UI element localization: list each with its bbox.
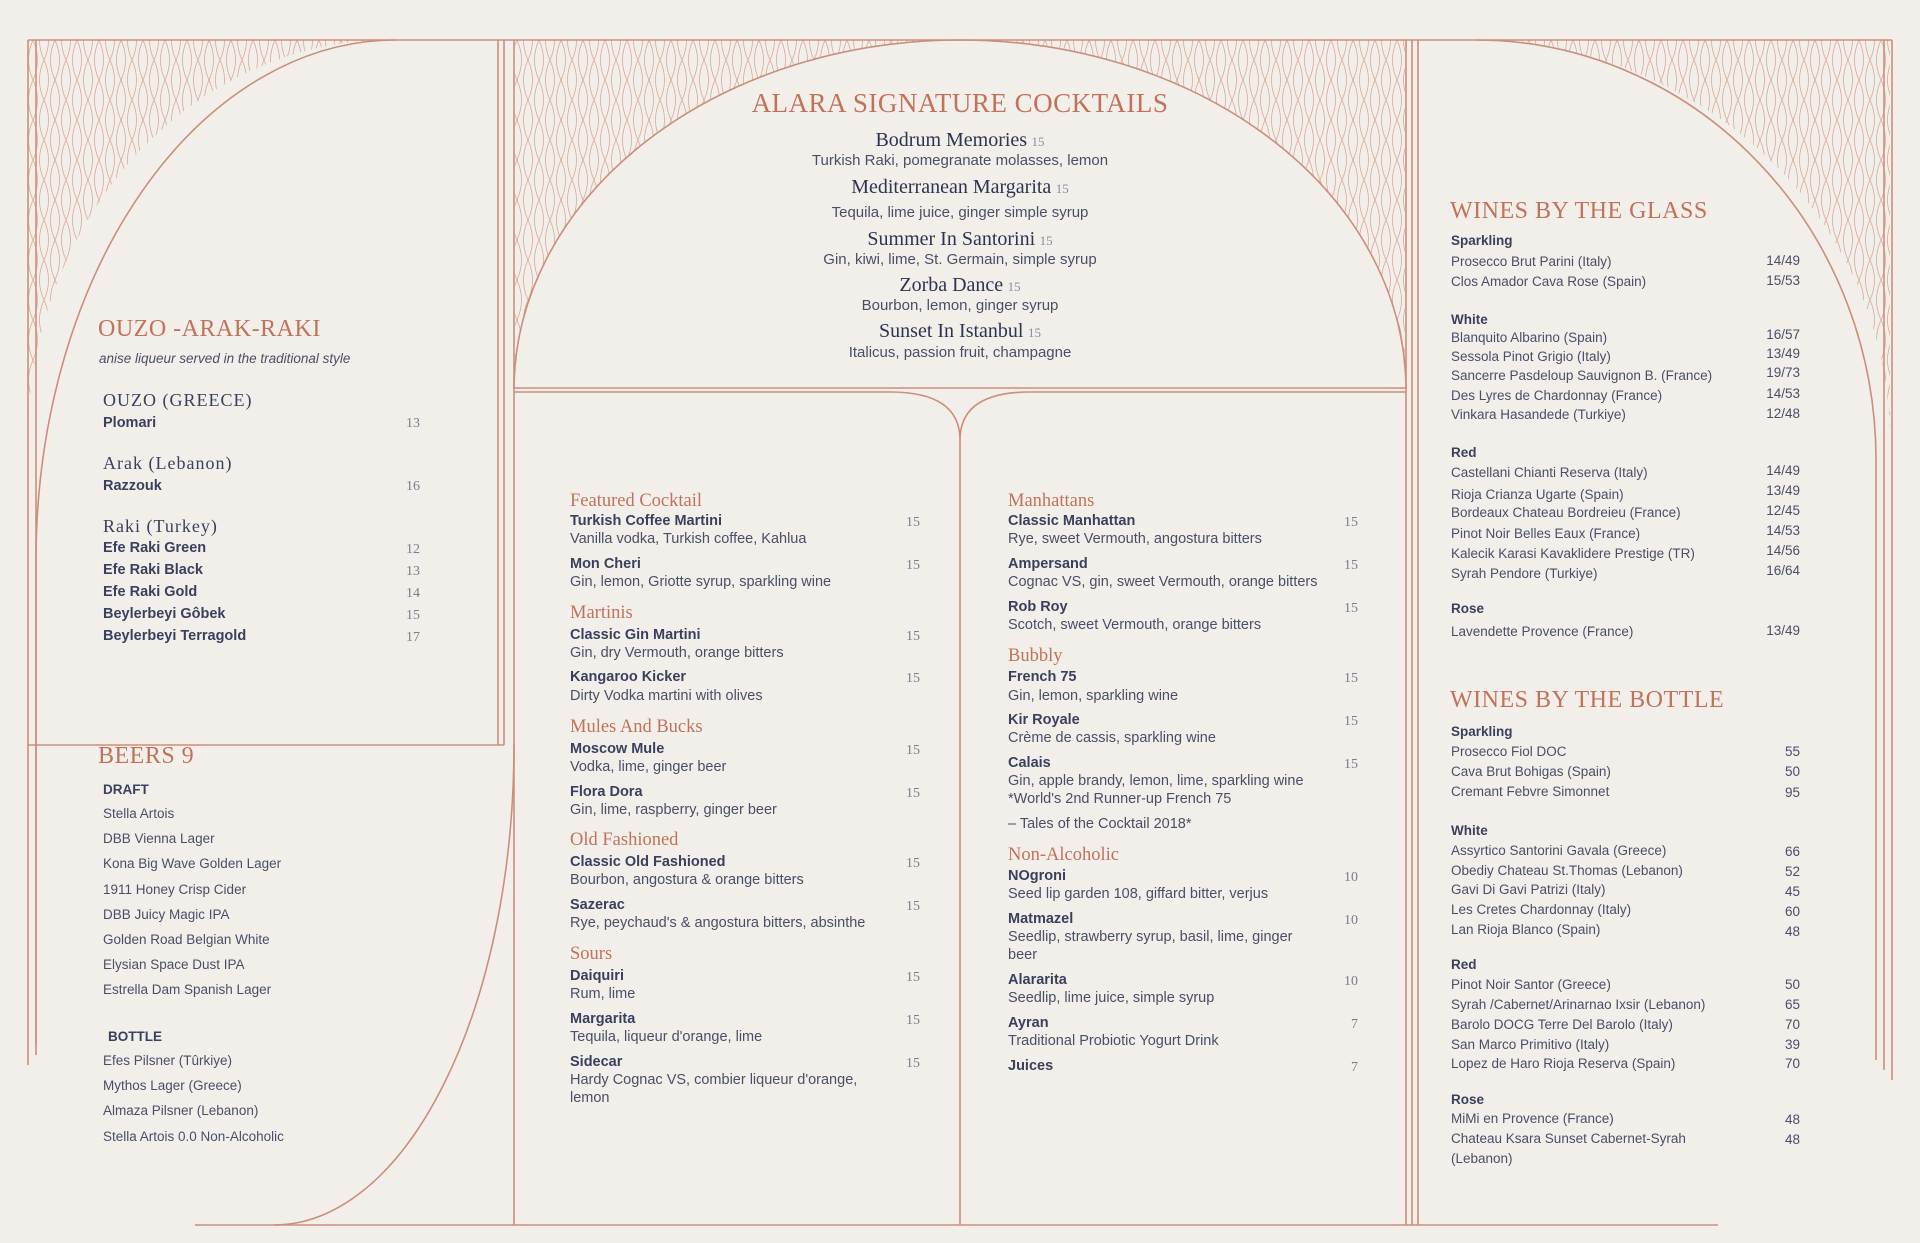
signature-item-desc: Gin, kiwi, lime, St. Germain, simple syrup — [823, 251, 1097, 268]
wines-bottle-title: WINES BY THE BOTTLE — [1450, 687, 1725, 713]
cocktail-price: 15 — [1344, 757, 1358, 772]
cocktail-name: Sidecar — [570, 1054, 623, 1070]
raki-group-heading: Raki (Turkey) — [103, 516, 218, 536]
beer-item: 1911 Honey Crisp Cider — [103, 881, 247, 897]
wine-name: Cava Brut Bohigas (Spain) — [1451, 764, 1611, 779]
raki-item-name: Efe Raki Black — [103, 562, 203, 578]
raki-item-name: Beylerbeyi Gôbek — [103, 606, 226, 622]
cocktail-price: 15 — [1344, 714, 1358, 729]
cocktail-desc: Rum, lime — [570, 986, 636, 1002]
cocktail-desc: Gin, dry Vermouth, orange bitters — [570, 645, 784, 661]
wine-price: 39 — [1784, 1037, 1800, 1052]
wine-name: MiMi en Provence (France) — [1451, 1111, 1614, 1126]
beers-bottle-list — [103, 1053, 284, 1154]
cocktail-name: Ayran — [1008, 1015, 1049, 1031]
cocktail-price: 15 — [906, 856, 920, 871]
cocktail-desc: Cognac VS, gin, sweet Vermouth, orange bitters — [1008, 574, 1318, 590]
wine-price: 45 — [1784, 884, 1800, 899]
wine-name: Lavendette Provence (France) — [1451, 624, 1634, 639]
cocktail-price: 15 — [906, 970, 920, 985]
wine-price: 55 — [1784, 744, 1800, 759]
cocktail-price: 10 — [1344, 870, 1358, 885]
wine-price: 19/73 — [1766, 365, 1800, 380]
wine-name: Clos Amador Cava Rose (Spain) — [1451, 274, 1647, 289]
beer-item: Mythos Lager (Greece) — [103, 1078, 242, 1094]
cocktail-desc: *World's 2nd Runner-up French 75 — [1008, 791, 1232, 807]
wine-name: Assyrtico Santorini Gavala (Greece) — [1451, 843, 1667, 858]
cocktail-price: 15 — [906, 899, 920, 914]
wine-group-label: Sparkling — [1451, 724, 1513, 739]
cocktail-price: 15 — [906, 1013, 920, 1028]
beer-item: Estrella Dam Spanish Lager — [103, 982, 272, 998]
wine-price: 60 — [1784, 904, 1800, 919]
beer-item: DBB Juicy Magic IPA — [103, 906, 230, 922]
raki-item-name: Efe Raki Green — [103, 540, 207, 556]
section-heading-bubbly: Bubbly — [1008, 646, 1063, 666]
wine-price: 14/49 — [1766, 463, 1800, 478]
wine-price: 13/49 — [1766, 483, 1800, 498]
arak-item-price: 16 — [406, 479, 420, 494]
wine-price: 50 — [1784, 977, 1800, 992]
cocktail-price: 15 — [1344, 671, 1358, 686]
signature-item-name: Summer In Santorini — [867, 228, 1036, 250]
wine-name: Castellani Chianti Reserva (Italy) — [1451, 465, 1648, 480]
signature-item-price: 15 — [1027, 325, 1041, 340]
cocktail-name: Turkish Coffee Martini — [570, 513, 722, 529]
wine-price: 12/45 — [1766, 503, 1800, 518]
signature-item — [560, 320, 1360, 343]
arak-group-heading: Arak (Lebanon) — [103, 453, 233, 473]
wine-name: Syrah Pendore (Turkiye) — [1451, 566, 1598, 581]
wine-price: 13/49 — [1766, 346, 1800, 361]
signature-item-name: Bodrum Memories — [875, 129, 1028, 151]
cocktail-price: 15 — [906, 1056, 920, 1071]
raki-item-price: 13 — [406, 564, 420, 579]
beer-item: Golden Road Belgian White — [103, 931, 270, 947]
cocktail-name: Flora Dora — [570, 784, 643, 800]
wine-name: (Lebanon) — [1451, 1151, 1513, 1166]
wine-name: Prosecco Brut Parini (Italy) — [1451, 254, 1612, 269]
wine-name: Les Cretes Chardonnay (Italy) — [1451, 902, 1632, 917]
signature-item — [560, 228, 1360, 251]
wine-price: 14/53 — [1766, 523, 1800, 538]
wine-price: 14/56 — [1766, 543, 1800, 558]
cocktail-desc: Scotch, sweet Vermouth, orange bitters — [1008, 617, 1262, 633]
cocktail-desc: Vodka, lime, ginger beer — [570, 759, 727, 775]
cocktail-name: Classic Manhattan — [1008, 513, 1136, 529]
wine-name: Pinot Noir Santor (Greece) — [1451, 977, 1611, 992]
section-heading-old-fashioned: Old Fashioned — [570, 830, 679, 850]
wine-group-label: Red — [1451, 957, 1477, 972]
cocktail-price: 10 — [1344, 913, 1358, 928]
wine-price: 16/57 — [1766, 327, 1800, 342]
wine-group-label: White — [1451, 823, 1488, 838]
raki-item-name: Beylerbeyi Terragold — [103, 628, 247, 644]
beers-draft-label: DRAFT — [103, 782, 149, 797]
section-heading-non-alcoholic: Non-Alcoholic — [1008, 845, 1119, 865]
ouzo-item-name: Plomari — [103, 415, 157, 431]
cocktail-desc: Rye, peychaud's & angostura bitters, absinthe — [570, 915, 866, 931]
wine-group-label: Rose — [1451, 1092, 1485, 1107]
signature-item — [560, 176, 1360, 199]
cocktail-price: 15 — [1344, 558, 1358, 573]
cocktail-name: Classic Old Fashioned — [570, 854, 726, 870]
cocktail-price: 15 — [1344, 601, 1358, 616]
wines-glass-title: WINES BY THE GLASS — [1450, 198, 1708, 224]
cocktail-desc: Traditional Probiotic Yogurt Drink — [1008, 1033, 1219, 1049]
cocktail-name: Ampersand — [1008, 556, 1088, 572]
cocktail-price: 15 — [906, 515, 920, 530]
wine-price: 48 — [1784, 924, 1800, 939]
beer-item: Efes Pilsner (Tûrkiye) — [103, 1053, 233, 1068]
wine-price: 70 — [1784, 1017, 1800, 1032]
cocktail-desc: – Tales of the Cocktail 2018* — [1008, 816, 1192, 832]
cocktail-name: Daiquiri — [570, 968, 624, 984]
beer-item: Kona Big Wave Golden Lager — [103, 856, 282, 872]
signature-item-price: 15 — [1039, 233, 1053, 248]
signature-item-desc: Bourbon, lemon, ginger syrup — [861, 297, 1059, 314]
raki-item-price: 12 — [406, 542, 420, 557]
cocktail-desc: Bourbon, angostura & orange bitters — [570, 872, 804, 888]
wine-price: 65 — [1784, 997, 1800, 1012]
beers-bottle-label: BOTTLE — [108, 1029, 162, 1044]
cocktail-desc: lemon — [570, 1090, 610, 1106]
cocktail-desc: Seed lip garden 108, giffard bitter, verjus — [1008, 886, 1269, 902]
cocktail-desc: Rye, sweet Vermouth, angostura bitters — [1008, 531, 1262, 547]
cocktail-name: Rob Roy — [1008, 599, 1068, 615]
wine-name: San Marco Primitivo (Italy) — [1451, 1037, 1610, 1052]
signature-item-name: Mediterranean Margarita — [851, 176, 1052, 198]
cocktail-desc: Seedlip, strawberry syrup, basil, lime, ginger — [1008, 929, 1293, 945]
wine-price: 95 — [1784, 785, 1800, 800]
cocktail-price: 15 — [1344, 515, 1358, 530]
wine-name: Syrah /Cabernet/Arinarnao Ixsir (Lebanon) — [1451, 997, 1706, 1012]
wine-price: 52 — [1784, 864, 1800, 879]
wine-name: Prosecco Fiol DOC — [1451, 744, 1567, 759]
cocktail-desc: Hardy Cognac VS, combier liqueur d'orange, — [570, 1072, 858, 1088]
cocktail-desc: Gin, lime, raspberry, ginger beer — [570, 802, 777, 818]
signature-item — [560, 129, 1360, 152]
wine-name: Cremant Febvre Simonnet — [1451, 784, 1610, 799]
wine-name: Sessola Pinot Grigio (Italy) — [1451, 349, 1611, 364]
cocktail-price: 15 — [906, 671, 920, 686]
cocktail-desc: Tequila, liqueur d'orange, lime — [570, 1029, 763, 1045]
beer-item: Elysian Space Dust IPA — [103, 957, 245, 973]
cocktail-name: Juices — [1008, 1058, 1054, 1074]
cocktail-desc: Gin, lemon, Griotte syrup, sparkling wine — [570, 574, 832, 590]
signature-title: ALARA SIGNATURE COCKTAILS — [751, 88, 1169, 118]
wine-name: Lopez de Haro Rioja Reserva (Spain) — [1451, 1056, 1676, 1071]
wine-group-label: Red — [1451, 445, 1477, 460]
raki-item-name: Efe Raki Gold — [103, 584, 198, 600]
arak-item-name: Razzouk — [103, 478, 162, 494]
wine-price: 12/48 — [1766, 406, 1800, 421]
wine-name: Sancerre Pasdeloup Sauvignon B. (France) — [1451, 368, 1713, 383]
cocktail-price: 15 — [906, 743, 920, 758]
signature-item — [560, 274, 1360, 297]
beers-draft-list — [103, 806, 281, 1008]
ouzo-title: OUZO -ARAK-RAKI — [98, 316, 321, 342]
beer-item: Almaza Pilsner (Lebanon) — [103, 1103, 259, 1119]
ouzo-subtitle: anise liqueur served in the traditional style — [99, 351, 351, 366]
cocktail-name: Moscow Mule — [570, 741, 665, 757]
cocktail-desc: Dirty Vodka martini with olives — [570, 688, 763, 704]
wine-group-label: Rose — [1451, 601, 1485, 616]
cocktail-name: French 75 — [1008, 669, 1077, 685]
section-heading-featured: Featured Cocktail — [570, 491, 703, 511]
ouzo-group-heading: OUZO (GREECE) — [103, 390, 253, 410]
wine-price: 48 — [1784, 1112, 1800, 1127]
cocktail-desc: Gin, lemon, sparkling wine — [1008, 688, 1179, 704]
cocktail-desc: beer — [1008, 947, 1038, 963]
cocktail-desc: Vanilla vodka, Turkish coffee, Kahlua — [570, 531, 807, 547]
section-heading-martinis: Martinis — [570, 603, 633, 623]
raki-item-price: 17 — [406, 630, 420, 645]
cocktail-name: Kir Royale — [1008, 712, 1080, 728]
cocktail-name: Calais — [1008, 755, 1051, 771]
wine-price: 14/53 — [1766, 386, 1800, 401]
wine-name: Vinkara Hasandede (Turkiye) — [1451, 407, 1626, 422]
wine-price: 48 — [1784, 1132, 1800, 1147]
signature-item-price: 15 — [1055, 181, 1069, 196]
wine-name: Pinot Noir Belles Eaux (France) — [1451, 526, 1641, 541]
signature-item-price: 15 — [1031, 134, 1045, 149]
wine-price: 50 — [1784, 764, 1800, 779]
wine-name: Bordeaux Chateau Bordreieu (France) — [1451, 505, 1681, 520]
section-heading-mules: Mules And Bucks — [570, 717, 703, 737]
signature-item-desc: Turkish Raki, pomegranate molasses, lemon — [811, 152, 1109, 169]
wine-price: 15/53 — [1766, 273, 1800, 288]
cocktail-name: Mon Cheri — [570, 556, 641, 572]
cocktail-name: NOgroni — [1008, 868, 1066, 884]
wine-name: Des Lyres de Chardonnay (France) — [1451, 388, 1663, 403]
cocktail-price: 15 — [906, 558, 920, 573]
signature-item-name: Zorba Dance — [899, 274, 1004, 296]
wine-name: Chateau Ksara Sunset Cabernet-Syrah — [1451, 1131, 1686, 1146]
cocktail-name: Matmazel — [1008, 911, 1074, 927]
wine-name: Rioja Crianza Ugarte (Spain) — [1451, 487, 1624, 502]
beers-title: BEERS 9 — [98, 743, 195, 769]
cocktail-price: 15 — [906, 786, 920, 801]
wine-name: Gavi Di Gavi Patrizi (Italy) — [1451, 882, 1606, 897]
beer-item: Stella Artois — [103, 806, 175, 821]
signature-item-desc: Tequila, lime juice, ginger simple syrup — [831, 204, 1089, 221]
cocktail-desc: Gin, apple brandy, lemon, lime, sparkling wine — [1008, 773, 1304, 789]
cocktail-price: 15 — [906, 629, 920, 644]
wine-name: Kalecik Karasi Kavaklidere Prestige (TR) — [1451, 546, 1695, 561]
wine-price: 70 — [1784, 1056, 1800, 1071]
section-heading-manhattans: Manhattans — [1008, 491, 1095, 511]
wine-name: Lan Rioja Blanco (Spain) — [1451, 922, 1601, 937]
wine-group-label: White — [1451, 312, 1488, 327]
beer-item: DBB Vienna Lager — [103, 831, 215, 847]
cocktail-name: Classic Gin Martini — [570, 627, 701, 643]
signature-item-price: 15 — [1007, 279, 1021, 294]
cocktail-desc: Seedlip, lime juice, simple syrup — [1008, 990, 1215, 1006]
ouzo-item-price: 13 — [406, 416, 420, 431]
wine-price: 16/64 — [1766, 563, 1800, 578]
beer-item: Stella Artois 0.0 Non-Alcoholic — [103, 1128, 284, 1144]
signature-item-desc: Italicus, passion fruit, champagne — [848, 344, 1072, 361]
cocktail-price: 7 — [1351, 1017, 1358, 1032]
raki-item-price: 14 — [406, 586, 420, 601]
cocktail-price: 10 — [1344, 974, 1358, 989]
cocktail-price: 7 — [1351, 1060, 1358, 1075]
cocktail-name: Sazerac — [570, 897, 625, 913]
wine-name: Obediy Chateau St.Thomas (Lebanon) — [1451, 863, 1683, 878]
section-heading-sours: Sours — [570, 944, 613, 964]
cocktail-desc: Crème de cassis, sparkling wine — [1008, 730, 1216, 746]
wine-price: 66 — [1784, 844, 1800, 859]
wine-name: Blanquito Albarino (Spain) — [1451, 330, 1608, 345]
wine-price: 14/49 — [1766, 253, 1800, 268]
cocktail-name: Kangaroo Kicker — [570, 669, 687, 685]
cocktail-name: Margarita — [570, 1011, 636, 1027]
signature-item-name: Sunset In Istanbul — [879, 320, 1024, 342]
wine-name: Barolo DOCG Terre Del Barolo (Italy) — [1451, 1017, 1673, 1032]
wine-group-label: Sparkling — [1451, 233, 1513, 248]
raki-item-price: 15 — [406, 608, 420, 623]
cocktail-name: Alararita — [1008, 972, 1067, 988]
wine-price: 13/49 — [1766, 623, 1800, 638]
